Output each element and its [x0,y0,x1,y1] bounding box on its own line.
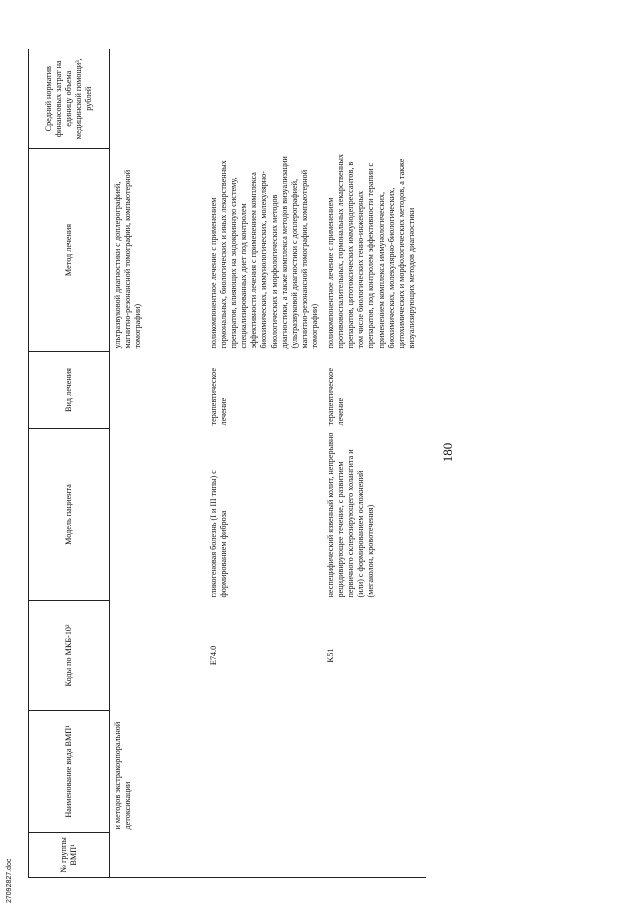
table-header-row [29,50,110,878]
header-treatment-method: Метод лечения [29,149,110,352]
cell-patient-model: гликогеновая болезнь (I и III типы) с формированием фиброза [209,470,229,598]
cell-treatment-type: терапевтическое лечение [326,368,346,426]
cell-icd-code: E74.0 [209,645,218,666]
vmp-table [28,50,426,879]
document-id: 27092827.doc [6,858,13,903]
cell-treatment-type [110,352,207,429]
header-average-cost: Средний норматив финансовых затрат на единицу объема медицинской помощи³, рублей [29,50,110,149]
page-number: 180 [440,442,455,463]
cell-icd-code: K51 [326,648,336,663]
cell-average-cost [110,50,207,149]
table-row [323,50,426,878]
header-patient-model: Модель пациента [29,429,110,601]
cell-patient-model [110,429,207,601]
cell-treatment-type: терапевтическое лечение [209,368,229,426]
cell-vmp-name [323,711,426,833]
cell-group [110,833,207,878]
cell-icd-code [110,601,207,711]
header-group-number: № группы ВМП¹ [29,833,110,878]
cell-average-cost [323,50,426,149]
cell-patient-model: неспецифический язвенный колит, непрерывно рецидивирующее течение, с развитием первичного склерозирующего холангита и (или) с формированием осложнений (мегаколон, кровотечения) [326,432,376,598]
cell-treatment-method: ультразвуковой диагностики с доплерографией, магнитно-резонансной томографии, компьютерной томографии) [113,169,143,349]
cell-vmp-name: и методов экстракорпоральной детоксикации [113,721,133,830]
cell-average-cost [206,50,323,149]
table-row [206,50,323,878]
cell-vmp-name [206,711,323,833]
cell-group [206,833,323,878]
cell-group [323,833,426,878]
header-icd-codes: Коды по МКБ-10² [29,601,110,711]
header-treatment-type: Вид лечения [29,352,110,429]
cell-treatment-method: поликомпонентное лечение с применением гормональных, биологических и иных лекарственных препаратов, влияющих на эндокринную систему, специализированных диет под контролем эффективности лечения с применением комплекса биохимических, иммунологических, молекулярно-биологических и морфологических методов диагностики, а также комплекса методов визуализации (ультразвуковой диагностики с доплерографией, магнитно-резонансной томографии, компьютерной томографии) [209,156,319,349]
header-vmp-name: Наименование вида ВМП¹ [29,711,110,833]
cell-treatment-method: поликомпонентное лечение с применением противовоспалительных, гормональных лекарственных препаратов, цитотоксических иммунодепрессантов, в том числе биологических генно-инженерных препаратов, под контролем эффективности терапии с применением комплекса иммунологических, биохимических, молекулярно-биологических, цитохимических и морфологических методов, а также визуализирующих методов диагностики [326,154,416,349]
table-row [110,50,207,878]
